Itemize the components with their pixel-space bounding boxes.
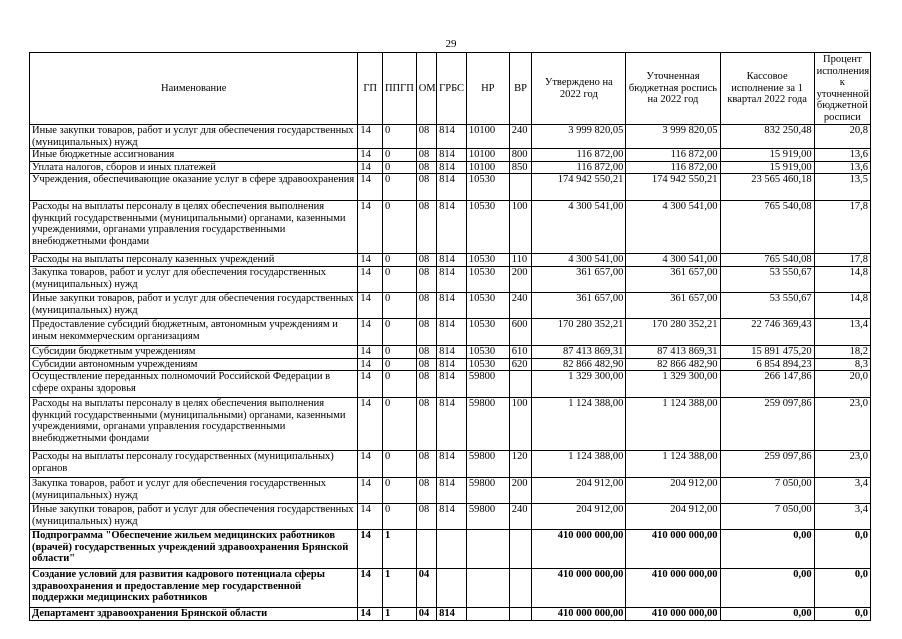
cell-approved: 361 657,00: [532, 267, 626, 293]
cell-gp: 14: [358, 293, 383, 319]
cell-ppgp: 0: [382, 125, 416, 149]
cell-name: Предоставление субсидий бюджетным, автономным учреждениям и иным некоммерческим организациям: [30, 319, 358, 346]
cell-refined: 82 866 482,90: [626, 358, 720, 371]
cell-cash: 0,00: [720, 608, 814, 621]
cell-cash: 6 854 894,23: [720, 358, 814, 371]
table-row: [30, 319, 871, 346]
cell-cash: 15 919,00: [720, 161, 814, 174]
cell-percent: 18,2: [814, 346, 870, 359]
cell-ppgp: 0: [382, 254, 416, 267]
cell-percent: 23,0: [814, 451, 870, 478]
cell-cash: 259 097,86: [720, 451, 814, 478]
cell-cash: 7 050,00: [720, 504, 814, 530]
cell-name: Учреждения, обеспечивающие оказание услуг в сфере здравоохранения: [30, 174, 358, 201]
cell-name: Расходы на выплаты персоналу в целях обеспечения выполнения функций государственными (муниципальными) органами, казенными учреждениями, органами управления государственными внебюджетными фондами: [30, 398, 358, 451]
cell-ppgp: 0: [382, 267, 416, 293]
table-row: [30, 451, 871, 478]
cell-gp: 14: [358, 358, 383, 371]
cell-vr: 110: [509, 254, 532, 267]
cell-grbs: 814: [437, 608, 467, 621]
cell-grbs: 814: [437, 398, 467, 451]
cell-percent: 20,8: [814, 125, 870, 149]
cell-name: Субсидии бюджетным учреждениям: [30, 346, 358, 359]
table-row: [30, 504, 871, 530]
cell-grbs: 814: [437, 267, 467, 293]
cell-nr: 59800: [466, 478, 509, 504]
cell-om: 08: [416, 504, 436, 530]
cell-nr: 59800: [466, 371, 509, 398]
cell-vr: 120: [509, 451, 532, 478]
cell-om: 08: [416, 254, 436, 267]
cell-vr: [509, 530, 532, 569]
cell-ppgp: 0: [382, 504, 416, 530]
cell-name: Иные закупки товаров, работ и услуг для обеспечения государственных (муниципальных) нужд: [30, 125, 358, 149]
cell-name: Департамент здравоохранения Брянской области: [30, 608, 358, 621]
cell-percent: 14,8: [814, 293, 870, 319]
cell-name: Создание условий для развития кадрового потенциала сферы здравоохранения и предоставление мер государственной поддержки медицинских работников: [30, 569, 358, 608]
cell-om: 08: [416, 201, 436, 254]
cell-nr: [466, 608, 509, 621]
cell-ppgp: 0: [382, 201, 416, 254]
cell-approved: 116 872,00: [532, 149, 626, 162]
cell-refined: 3 999 820,05: [626, 125, 720, 149]
cell-name: Расходы на выплаты персоналу государственных (муниципальных) органов: [30, 451, 358, 478]
cell-refined: 1 124 388,00: [626, 451, 720, 478]
cell-percent: 0,0: [814, 608, 870, 621]
cell-gp: 14: [358, 398, 383, 451]
header-grbs: ГРБС: [437, 53, 467, 125]
cell-gp: 14: [358, 346, 383, 359]
table-row: [30, 569, 871, 608]
cell-grbs: 814: [437, 504, 467, 530]
cell-approved: 1 124 388,00: [532, 398, 626, 451]
cell-ppgp: 0: [382, 398, 416, 451]
cell-nr: 10530: [466, 319, 509, 346]
cell-cash: 765 540,08: [720, 201, 814, 254]
cell-cash: 22 746 369,43: [720, 319, 814, 346]
cell-gp: 14: [358, 608, 383, 621]
cell-percent: 17,8: [814, 254, 870, 267]
cell-gp: 14: [358, 504, 383, 530]
cell-grbs: 814: [437, 149, 467, 162]
cell-grbs: 814: [437, 161, 467, 174]
cell-ppgp: 0: [382, 358, 416, 371]
cell-refined: 170 280 352,21: [626, 319, 720, 346]
cell-refined: 1 124 388,00: [626, 398, 720, 451]
cell-om: 04: [416, 569, 436, 608]
cell-nr: 10530: [466, 267, 509, 293]
cell-percent: 13,6: [814, 149, 870, 162]
cell-ppgp: 0: [382, 161, 416, 174]
cell-grbs: 814: [437, 451, 467, 478]
table-row: [30, 149, 871, 162]
cell-nr: 59800: [466, 451, 509, 478]
cell-grbs: 814: [437, 293, 467, 319]
cell-nr: 59800: [466, 504, 509, 530]
cell-refined: 174 942 550,21: [626, 174, 720, 201]
cell-refined: 204 912,00: [626, 504, 720, 530]
header-approved: Утверждено на 2022 год: [532, 53, 626, 125]
cell-grbs: [437, 530, 467, 569]
cell-vr: 610: [509, 346, 532, 359]
cell-gp: 14: [358, 451, 383, 478]
cell-vr: 240: [509, 504, 532, 530]
cell-approved: 1 329 300,00: [532, 371, 626, 398]
cell-cash: 765 540,08: [720, 254, 814, 267]
cell-vr: 240: [509, 293, 532, 319]
cell-cash: 259 097,86: [720, 398, 814, 451]
cell-om: 08: [416, 125, 436, 149]
cell-om: 08: [416, 149, 436, 162]
cell-refined: 4 300 541,00: [626, 201, 720, 254]
cell-vr: 800: [509, 149, 532, 162]
cell-approved: 204 912,00: [532, 478, 626, 504]
cell-nr: 10530: [466, 254, 509, 267]
cell-refined: 361 657,00: [626, 267, 720, 293]
cell-percent: 23,0: [814, 398, 870, 451]
cell-approved: 204 912,00: [532, 504, 626, 530]
cell-vr: [509, 371, 532, 398]
cell-om: 08: [416, 371, 436, 398]
cell-gp: 14: [358, 319, 383, 346]
cell-nr: 59800: [466, 398, 509, 451]
cell-nr: 10100: [466, 149, 509, 162]
table-row: [30, 398, 871, 451]
cell-vr: [509, 608, 532, 621]
header-nr: НР: [466, 53, 509, 125]
header-vr: ВР: [509, 53, 532, 125]
cell-name: Субсидии автономным учреждениям: [30, 358, 358, 371]
cell-nr: 10530: [466, 174, 509, 201]
cell-om: [416, 530, 436, 569]
cell-percent: 17,8: [814, 201, 870, 254]
cell-percent: 13,5: [814, 174, 870, 201]
cell-gp: 14: [358, 267, 383, 293]
cell-gp: 14: [358, 149, 383, 162]
cell-name: Закупка товаров, работ и услуг для обеспечения государственных (муниципальных) нужд: [30, 267, 358, 293]
cell-ppgp: 1: [382, 530, 416, 569]
cell-name: Осуществление переданных полномочий Российской Федерации в сфере охраны здоровья: [30, 371, 358, 398]
cell-approved: 1 124 388,00: [532, 451, 626, 478]
header-ppgp: ППГП: [382, 53, 416, 125]
cell-name: Иные закупки товаров, работ и услуг для обеспечения государственных (муниципальных) нужд: [30, 504, 358, 530]
cell-cash: 15 891 475,20: [720, 346, 814, 359]
cell-grbs: 814: [437, 254, 467, 267]
cell-grbs: 814: [437, 174, 467, 201]
cell-name: Уплата налогов, сборов и иных платежей: [30, 161, 358, 174]
cell-name: Подпрограмма "Обеспечение жильем медицинских работников (врачей) государственных учреждений здравоохранения Брянской области": [30, 530, 358, 569]
cell-percent: 14,8: [814, 267, 870, 293]
header-row: [30, 53, 871, 125]
cell-vr: 620: [509, 358, 532, 371]
cell-om: 08: [416, 293, 436, 319]
cell-grbs: 814: [437, 371, 467, 398]
cell-cash: 15 919,00: [720, 149, 814, 162]
header-cash: Кассовое исполнение за 1 квартал 2022 года: [720, 53, 814, 125]
cell-grbs: 814: [437, 125, 467, 149]
cell-ppgp: 0: [382, 319, 416, 346]
cell-approved: 410 000 000,00: [532, 530, 626, 569]
cell-refined: 410 000 000,00: [626, 569, 720, 608]
cell-ppgp: 0: [382, 451, 416, 478]
cell-name: Иные закупки товаров, работ и услуг для обеспечения государственных (муниципальных) нужд: [30, 293, 358, 319]
cell-approved: 116 872,00: [532, 161, 626, 174]
cell-cash: 832 250,48: [720, 125, 814, 149]
cell-refined: 116 872,00: [626, 149, 720, 162]
cell-gp: 14: [358, 478, 383, 504]
cell-approved: 4 300 541,00: [532, 201, 626, 254]
cell-percent: 3,4: [814, 478, 870, 504]
cell-approved: 87 413 869,31: [532, 346, 626, 359]
cell-name: Расходы на выплаты персоналу казенных учреждений: [30, 254, 358, 267]
cell-refined: 361 657,00: [626, 293, 720, 319]
cell-vr: 100: [509, 201, 532, 254]
cell-cash: 53 550,67: [720, 267, 814, 293]
cell-nr: 10100: [466, 125, 509, 149]
cell-cash: 53 550,67: [720, 293, 814, 319]
header-gp: ГП: [358, 53, 383, 125]
header-percent: Процент исполнения к уточненной бюджетной росписи: [814, 53, 870, 125]
cell-grbs: 814: [437, 319, 467, 346]
cell-grbs: 814: [437, 478, 467, 504]
cell-nr: 10530: [466, 293, 509, 319]
cell-ppgp: 0: [382, 371, 416, 398]
cell-om: 08: [416, 478, 436, 504]
table-row: [30, 358, 871, 371]
cell-om: 04: [416, 608, 436, 621]
cell-percent: 13,6: [814, 161, 870, 174]
cell-refined: 1 329 300,00: [626, 371, 720, 398]
cell-approved: 170 280 352,21: [532, 319, 626, 346]
cell-vr: 200: [509, 267, 532, 293]
header-refined: Уточненная бюджетная роспись на 2022 год: [626, 53, 720, 125]
cell-cash: 0,00: [720, 530, 814, 569]
cell-refined: 116 872,00: [626, 161, 720, 174]
cell-approved: 410 000 000,00: [532, 608, 626, 621]
cell-nr: 10530: [466, 201, 509, 254]
table-row: [30, 125, 871, 149]
cell-grbs: 814: [437, 201, 467, 254]
cell-om: 08: [416, 346, 436, 359]
cell-gp: 14: [358, 174, 383, 201]
cell-nr: [466, 569, 509, 608]
cell-grbs: 814: [437, 346, 467, 359]
cell-ppgp: 0: [382, 346, 416, 359]
table-row: [30, 174, 871, 201]
cell-vr: [509, 174, 532, 201]
table-body: [30, 125, 871, 621]
cell-refined: 410 000 000,00: [626, 608, 720, 621]
cell-ppgp: 0: [382, 174, 416, 201]
cell-vr: 200: [509, 478, 532, 504]
cell-ppgp: 1: [382, 569, 416, 608]
table-row: [30, 478, 871, 504]
cell-refined: 204 912,00: [626, 478, 720, 504]
cell-approved: 361 657,00: [532, 293, 626, 319]
cell-om: 08: [416, 267, 436, 293]
cell-gp: 14: [358, 254, 383, 267]
cell-name: Иные бюджетные ассигнования: [30, 149, 358, 162]
cell-percent: 13,4: [814, 319, 870, 346]
cell-gp: 14: [358, 125, 383, 149]
budget-table: [29, 52, 871, 621]
cell-ppgp: 0: [382, 149, 416, 162]
cell-vr: [509, 569, 532, 608]
table-row: [30, 371, 871, 398]
cell-vr: 240: [509, 125, 532, 149]
cell-refined: 4 300 541,00: [626, 254, 720, 267]
cell-name: Закупка товаров, работ и услуг для обеспечения государственных (муниципальных) нужд: [30, 478, 358, 504]
cell-percent: 8,3: [814, 358, 870, 371]
table-row: [30, 161, 871, 174]
cell-vr: 100: [509, 398, 532, 451]
cell-vr: 600: [509, 319, 532, 346]
cell-approved: 3 999 820,05: [532, 125, 626, 149]
cell-om: 08: [416, 398, 436, 451]
cell-name: Расходы на выплаты персоналу в целях обеспечения выполнения функций государственными (муниципальными) органами, казенными учреждениями, органами управления государственными внебюджетными фондами: [30, 201, 358, 254]
table-row: [30, 254, 871, 267]
cell-om: 08: [416, 319, 436, 346]
header-name: Наименование: [30, 53, 358, 125]
table-row: [30, 608, 871, 621]
cell-gp: 14: [358, 569, 383, 608]
header-om: ОМ: [416, 53, 436, 125]
cell-percent: 3,4: [814, 504, 870, 530]
cell-gp: 14: [358, 161, 383, 174]
cell-cash: 23 565 460,18: [720, 174, 814, 201]
cell-gp: 14: [358, 201, 383, 254]
table-row: [30, 293, 871, 319]
cell-nr: 10530: [466, 346, 509, 359]
cell-approved: 4 300 541,00: [532, 254, 626, 267]
table-row: [30, 267, 871, 293]
cell-ppgp: 1: [382, 608, 416, 621]
cell-ppgp: 0: [382, 478, 416, 504]
cell-cash: 266 147,86: [720, 371, 814, 398]
cell-om: 08: [416, 174, 436, 201]
cell-gp: 14: [358, 371, 383, 398]
cell-refined: 87 413 869,31: [626, 346, 720, 359]
table-row: [30, 346, 871, 359]
cell-approved: 82 866 482,90: [532, 358, 626, 371]
cell-ppgp: 0: [382, 293, 416, 319]
cell-gp: 14: [358, 530, 383, 569]
cell-percent: 0,0: [814, 530, 870, 569]
cell-om: 08: [416, 161, 436, 174]
cell-nr: [466, 530, 509, 569]
cell-percent: 0,0: [814, 569, 870, 608]
cell-nr: 10100: [466, 161, 509, 174]
cell-cash: 0,00: [720, 569, 814, 608]
cell-grbs: [437, 569, 467, 608]
cell-grbs: 814: [437, 358, 467, 371]
cell-om: 08: [416, 358, 436, 371]
cell-cash: 7 050,00: [720, 478, 814, 504]
table-row: [30, 530, 871, 569]
cell-vr: 850: [509, 161, 532, 174]
cell-om: 08: [416, 451, 436, 478]
page-number: 29: [445, 38, 457, 50]
cell-percent: 20,0: [814, 371, 870, 398]
cell-refined: 410 000 000,00: [626, 530, 720, 569]
cell-approved: 174 942 550,21: [532, 174, 626, 201]
cell-approved: 410 000 000,00: [532, 569, 626, 608]
cell-nr: 10530: [466, 358, 509, 371]
table-row: [30, 201, 871, 254]
